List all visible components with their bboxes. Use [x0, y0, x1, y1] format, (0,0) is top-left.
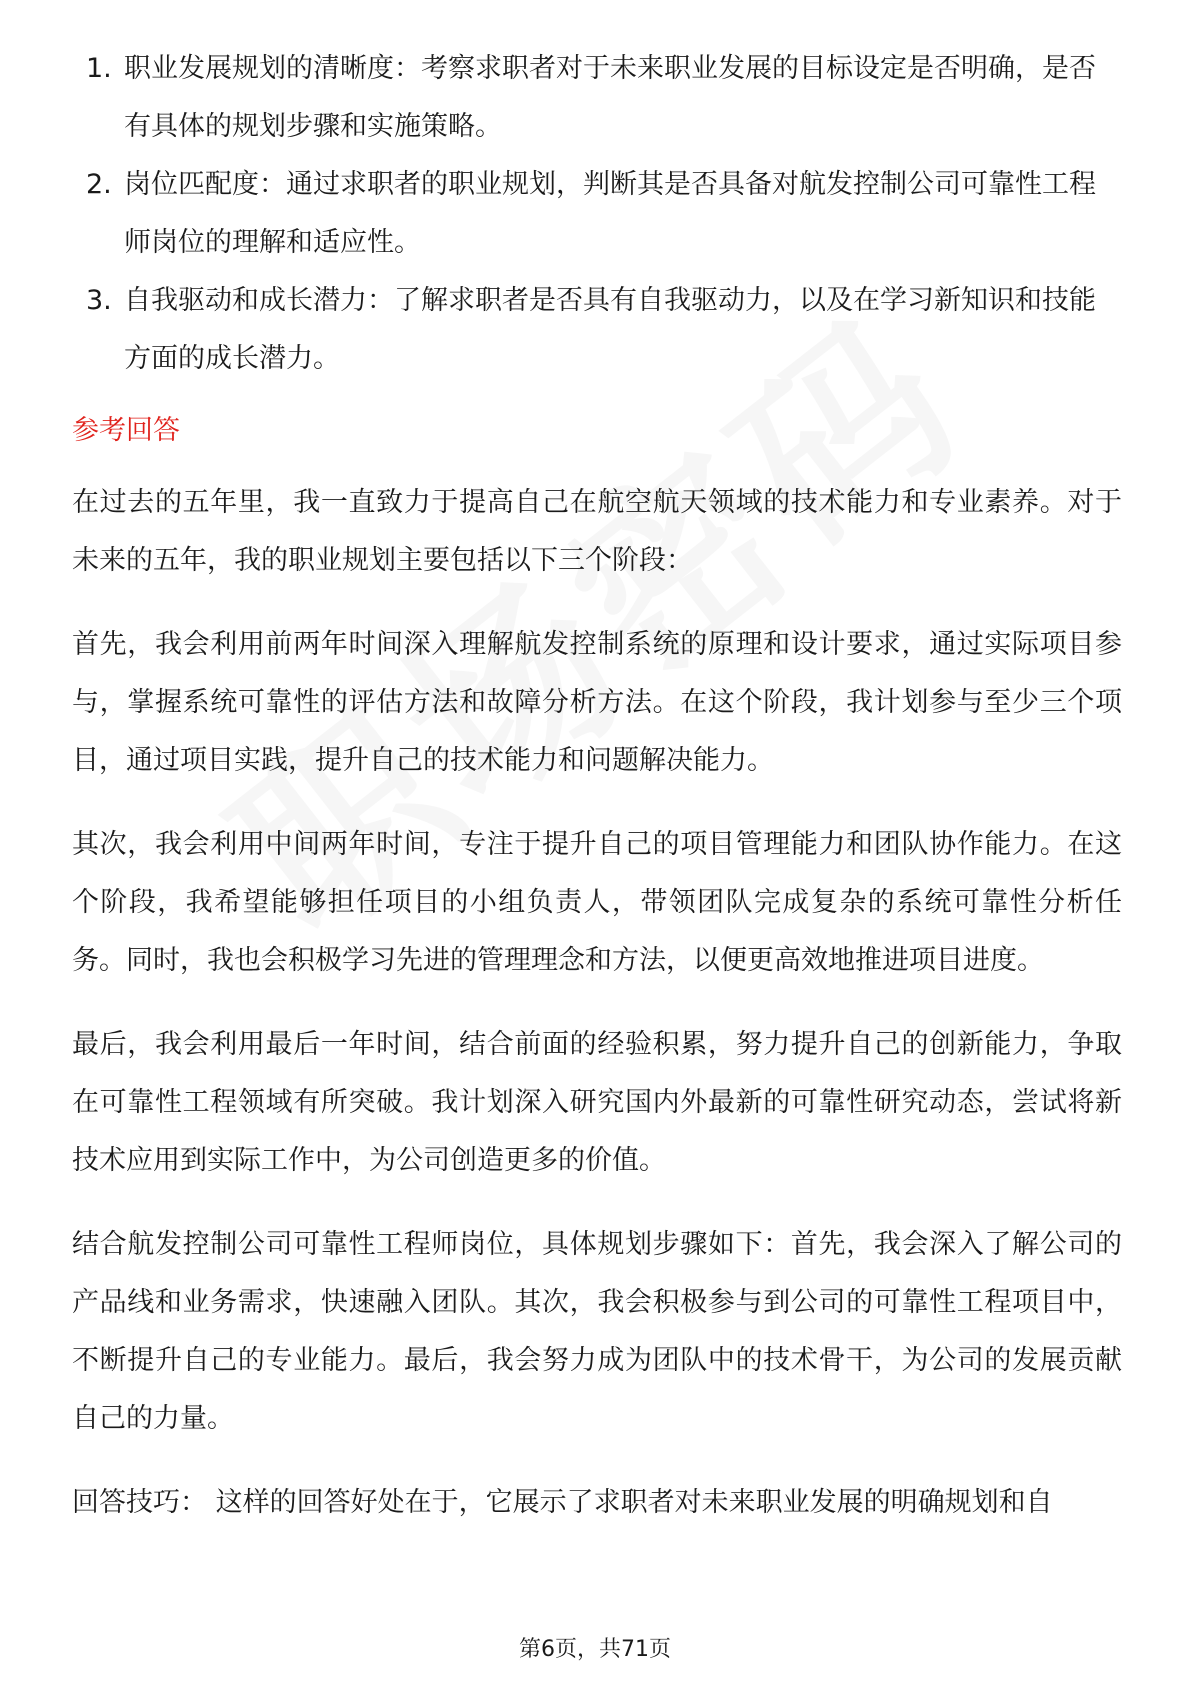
list-item-number: 3.: [86, 285, 112, 316]
list-item-text: 职业发展规划的清晰度：考察求职者对于未来职业发展的目标设定是否明确，是否有具体的规划步骤和实施策略。: [124, 53, 1096, 142]
list-item-number: 1.: [86, 53, 112, 84]
answer-paragraph: 在过去的五年里，我一直致力于提高自己在航空航天领域的技术能力和专业素养。对于未来的五年，我的职业规划主要包括以下三个阶段：: [72, 487, 1122, 576]
list-item: [72, 156, 1122, 272]
answer-tip: 回答技巧： 这样的回答好处在于，它展示了求职者对未来职业发展的明确规划和自: [72, 1487, 1053, 1518]
list-item-text: 岗位匹配度：通过求职者的职业规划，判断其是否具备对航发控制公司可靠性工程师岗位的理解和适应性。: [124, 169, 1096, 258]
answer-paragraph: 其次，我会利用中间两年时间，专注于提升自己的项目管理能力和团队协作能力。在这个阶段，我希望能够担任项目的小组负责人，带领团队完成复杂的系统可靠性分析任务。同时，我也会积极学习先进的管理理念和方法，以便更高效地推进项目进度。: [72, 829, 1122, 976]
criteria-list: [72, 40, 1122, 388]
page-content: [72, 40, 1122, 1532]
list-item: [72, 40, 1122, 156]
list-item: [72, 272, 1122, 388]
list-item-text: 自我驱动和成长潜力：了解求职者是否具有自我驱动力，以及在学习新知识和技能方面的成长潜力。: [124, 285, 1096, 374]
list-item-number: 2.: [86, 169, 112, 200]
answer-paragraph: 结合航发控制公司可靠性工程师岗位，具体规划步骤如下：首先，我会深入了解公司的产品线和业务需求，快速融入团队。其次，我会积极参与到公司的可靠性工程项目中，不断提升自己的专业能力。最后，我会努力成为团队中的技术骨干，为公司的发展贡献自己的力量。: [72, 1229, 1122, 1434]
page-number-footer: 第6页，共71页: [519, 1637, 671, 1662]
answer-paragraph: 首先，我会利用前两年时间深入理解航发控制系统的原理和设计要求，通过实际项目参与，掌握系统可靠性的评估方法和故障分析方法。在这个阶段，我计划参与至少三个项目，通过项目实践，提升自己的技术能力和问题解决能力。: [72, 629, 1122, 776]
answer-paragraph: 最后，我会利用最后一年时间，结合前面的经验积累，努力提升自己的创新能力，争取在可靠性工程领域有所突破。我计划深入研究国内外最新的可靠性研究动态，尝试将新技术应用到实际工作中，为公司创造更多的价值。: [72, 1029, 1122, 1176]
answer-section-title: 参考回答: [72, 415, 180, 446]
